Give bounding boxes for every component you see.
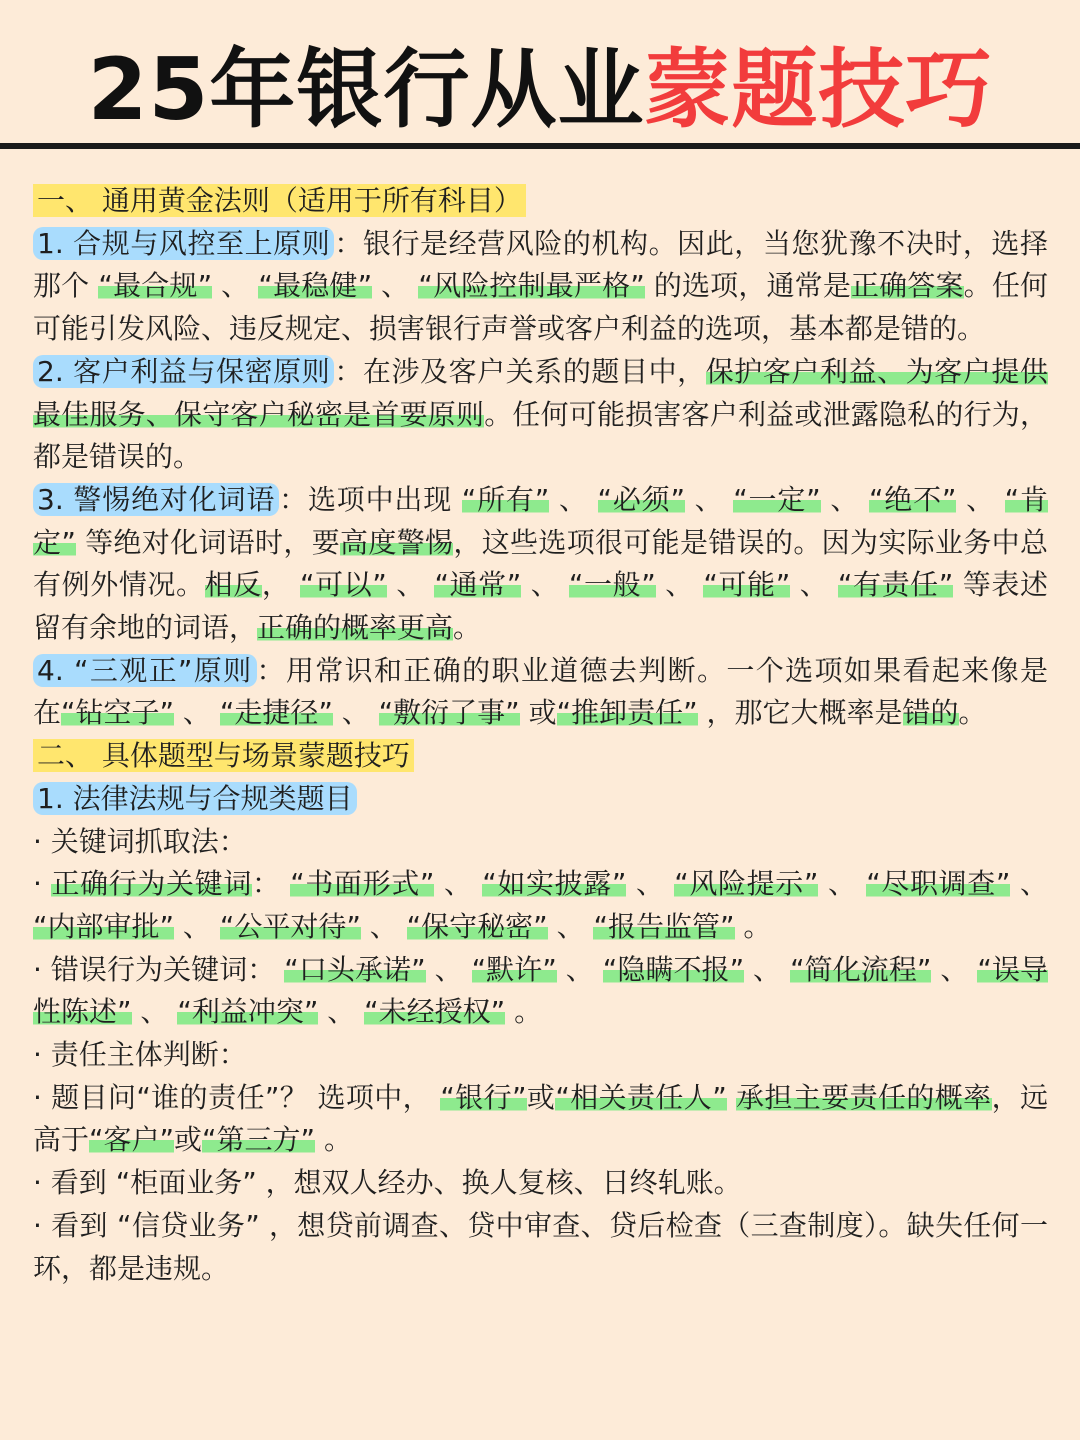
text: 、 xyxy=(556,952,603,986)
keyword: 正确的概率更高 xyxy=(257,611,454,645)
text: 、 xyxy=(1010,867,1048,901)
text: ：用常识和正确的职业道德去判断。一个选项如果看起来像是在 xyxy=(33,653,1048,730)
bullet-correct-keywords xyxy=(33,863,1048,948)
keyword: “报告监管” xyxy=(593,909,735,943)
keyword: 错的 xyxy=(902,696,959,730)
keyword: “可以” xyxy=(299,568,387,602)
keyword: “通常” xyxy=(434,568,522,602)
keyword: 相反 xyxy=(204,568,262,602)
text: 、 xyxy=(818,867,867,901)
rule-1-label: 1. 合规与风控至上原则 xyxy=(33,227,334,260)
keyword: “所有” xyxy=(461,482,550,516)
title-red: 蒙题技巧 xyxy=(644,40,993,140)
keyword: “隐瞒不报” xyxy=(602,952,745,986)
rule-4 xyxy=(33,650,1048,735)
text: 、 xyxy=(131,995,178,1029)
text: ： xyxy=(251,867,291,901)
keyword: “风险控制最严格” xyxy=(418,269,645,303)
text: ， xyxy=(261,568,300,602)
keyword: “相关责任人” xyxy=(555,1080,727,1114)
keyword: “钻空子” xyxy=(61,696,175,730)
text: 、 xyxy=(372,269,419,303)
rule-2-label: 2. 客户利益与保密原则 xyxy=(33,355,334,388)
text: ，远高于 xyxy=(33,1080,1048,1157)
keyword: 保护客户利益、为客户提供最佳服务、保守客户秘密是首要原则 xyxy=(33,354,1048,431)
text: 、 xyxy=(360,909,407,943)
text: 、 xyxy=(174,696,220,730)
text: 、 xyxy=(655,568,704,602)
rule-3-label: 3. 警惕绝对化词语 xyxy=(33,483,279,516)
text: 、 xyxy=(318,995,365,1029)
keyword: “第三方” xyxy=(202,1123,316,1157)
keyword: “银行” xyxy=(440,1080,527,1114)
text: · 题目问“谁的责任”？ 选项中， xyxy=(33,1080,441,1114)
keyword: “推卸责任” xyxy=(556,696,698,730)
keyword: “有责任” xyxy=(837,568,954,602)
text: 、 xyxy=(332,696,379,730)
text xyxy=(727,1081,736,1114)
text: 。 xyxy=(958,696,987,730)
keyword: “利益冲突” xyxy=(177,995,319,1029)
keyword: “绝不” xyxy=(868,482,957,516)
text: 。 xyxy=(505,995,543,1029)
keyword: “误导性陈述” xyxy=(33,952,1048,1029)
keyword: “最合规” xyxy=(98,269,213,303)
keyword: “口头承诺” xyxy=(284,952,426,986)
text: 、 xyxy=(212,269,259,303)
section-heading-1 xyxy=(33,180,1048,223)
keyword: 高度警惕 xyxy=(340,525,454,559)
section-heading-2 xyxy=(33,735,1048,778)
keyword: “走捷径” xyxy=(219,696,333,730)
keyword: 正确行为关键词 xyxy=(51,867,252,901)
text: 。 xyxy=(315,1123,352,1157)
bullet-counter-business: · 看到 “柜面业务” ，想双人经办、换人复核、日终轧账。 xyxy=(33,1166,742,1200)
subsection-1 xyxy=(33,778,1048,821)
text: 、 xyxy=(174,909,220,943)
text: 或 xyxy=(519,696,557,730)
bullet-whose-responsibility xyxy=(33,1077,1048,1162)
keyword: “书面形式” xyxy=(290,867,435,901)
text: 、 xyxy=(434,867,483,901)
rule-4-label: 4. “三观正”原则 xyxy=(33,654,257,687)
title-black: 25年银行从业 xyxy=(87,40,645,140)
text: 等绝对化词语时，要 xyxy=(75,525,341,559)
keyword: “风险提示” xyxy=(674,867,819,901)
section-heading-1-text: 一、 通用黄金法则（适用于所有科目） xyxy=(33,184,526,217)
text: 、 xyxy=(956,482,1005,516)
text: 或 xyxy=(526,1080,556,1114)
text: 。 xyxy=(453,611,482,645)
rule-1 xyxy=(33,223,1048,351)
keyword: “内部审批” xyxy=(33,909,175,943)
keyword: “客户” xyxy=(89,1123,175,1157)
subsection-1-label: 1. 法律法规与合规类题目 xyxy=(33,782,357,815)
content xyxy=(33,180,1048,1290)
text: 、 xyxy=(521,568,569,602)
keyword: “默许” xyxy=(471,952,557,986)
text: 。 xyxy=(734,909,772,943)
keyword: 承担主要责任的概率 xyxy=(736,1080,992,1114)
text: 、 xyxy=(684,482,734,516)
page-title xyxy=(0,30,1080,150)
bullet-credit-business: · 看到 “信贷业务” ，想贷前调查、贷中审查、贷后检查（三查制度）。缺失任何一环，都是违规。 xyxy=(33,1208,1048,1285)
text: 等表述留有余地的词语， xyxy=(33,568,1049,645)
text: 、 xyxy=(549,482,598,516)
text: ：在涉及客户关系的题目中， xyxy=(334,354,706,388)
bullet-responsibility: · 责任主体判断： xyxy=(33,1038,247,1072)
keyword: “敷衍了事” xyxy=(378,696,520,730)
keyword: “保守秘密” xyxy=(406,909,548,943)
text: ：选项中出现 xyxy=(279,482,462,516)
text: ，那它大概率是 xyxy=(697,696,903,730)
text: 、 xyxy=(931,952,978,986)
keyword: “简化流程” xyxy=(790,952,932,986)
text: 、 xyxy=(425,952,472,986)
section-heading-2-text: 二、 具体题型与场景蒙题技巧 xyxy=(33,739,414,772)
rule-2 xyxy=(33,351,1048,479)
text: 的选项，通常是 xyxy=(644,269,851,303)
keyword: “最稳健” xyxy=(258,269,373,303)
text: 。任何可能引发风险、违反规定、损害银行声誉或客户利益的选项，基本都是错的。 xyxy=(33,269,1048,346)
keyword: “肯定” xyxy=(33,482,1048,559)
bullet-wrong-keywords xyxy=(33,949,1048,1034)
bullet-keywords: · 关键词抓取法： xyxy=(33,824,247,858)
text: 、 xyxy=(820,482,869,516)
text: · xyxy=(33,867,52,901)
text: 、 xyxy=(790,568,838,602)
text: · 错误行为关键词： xyxy=(33,952,285,986)
keyword: “未经授权” xyxy=(364,995,506,1029)
text: 。任何可能损害客户利益或泄露隐私的行为，都是错误的。 xyxy=(33,397,1048,474)
keyword: “一般” xyxy=(568,568,656,602)
text: 、 xyxy=(547,909,594,943)
text: 、 xyxy=(626,867,675,901)
keyword: “如实披露” xyxy=(482,867,627,901)
text: ：银行是经营风险的机构。因此，当您犹豫不决时，选择那个 xyxy=(33,226,1048,303)
text: ，这些选项很可能是错误的。因为实际业务中总有例外情况。 xyxy=(33,525,1048,602)
keyword: “一定” xyxy=(733,482,821,516)
keyword: “必须” xyxy=(597,482,685,516)
title-divider xyxy=(0,143,1080,149)
rule-3 xyxy=(33,479,1048,650)
keyword: “尽职调查” xyxy=(866,867,1011,901)
text: 、 xyxy=(386,568,435,602)
keyword: “公平对待” xyxy=(219,909,361,943)
text: 、 xyxy=(744,952,791,986)
text: 或 xyxy=(174,1123,203,1157)
keyword: 正确答案 xyxy=(850,269,964,303)
keyword: “可能” xyxy=(703,568,791,602)
